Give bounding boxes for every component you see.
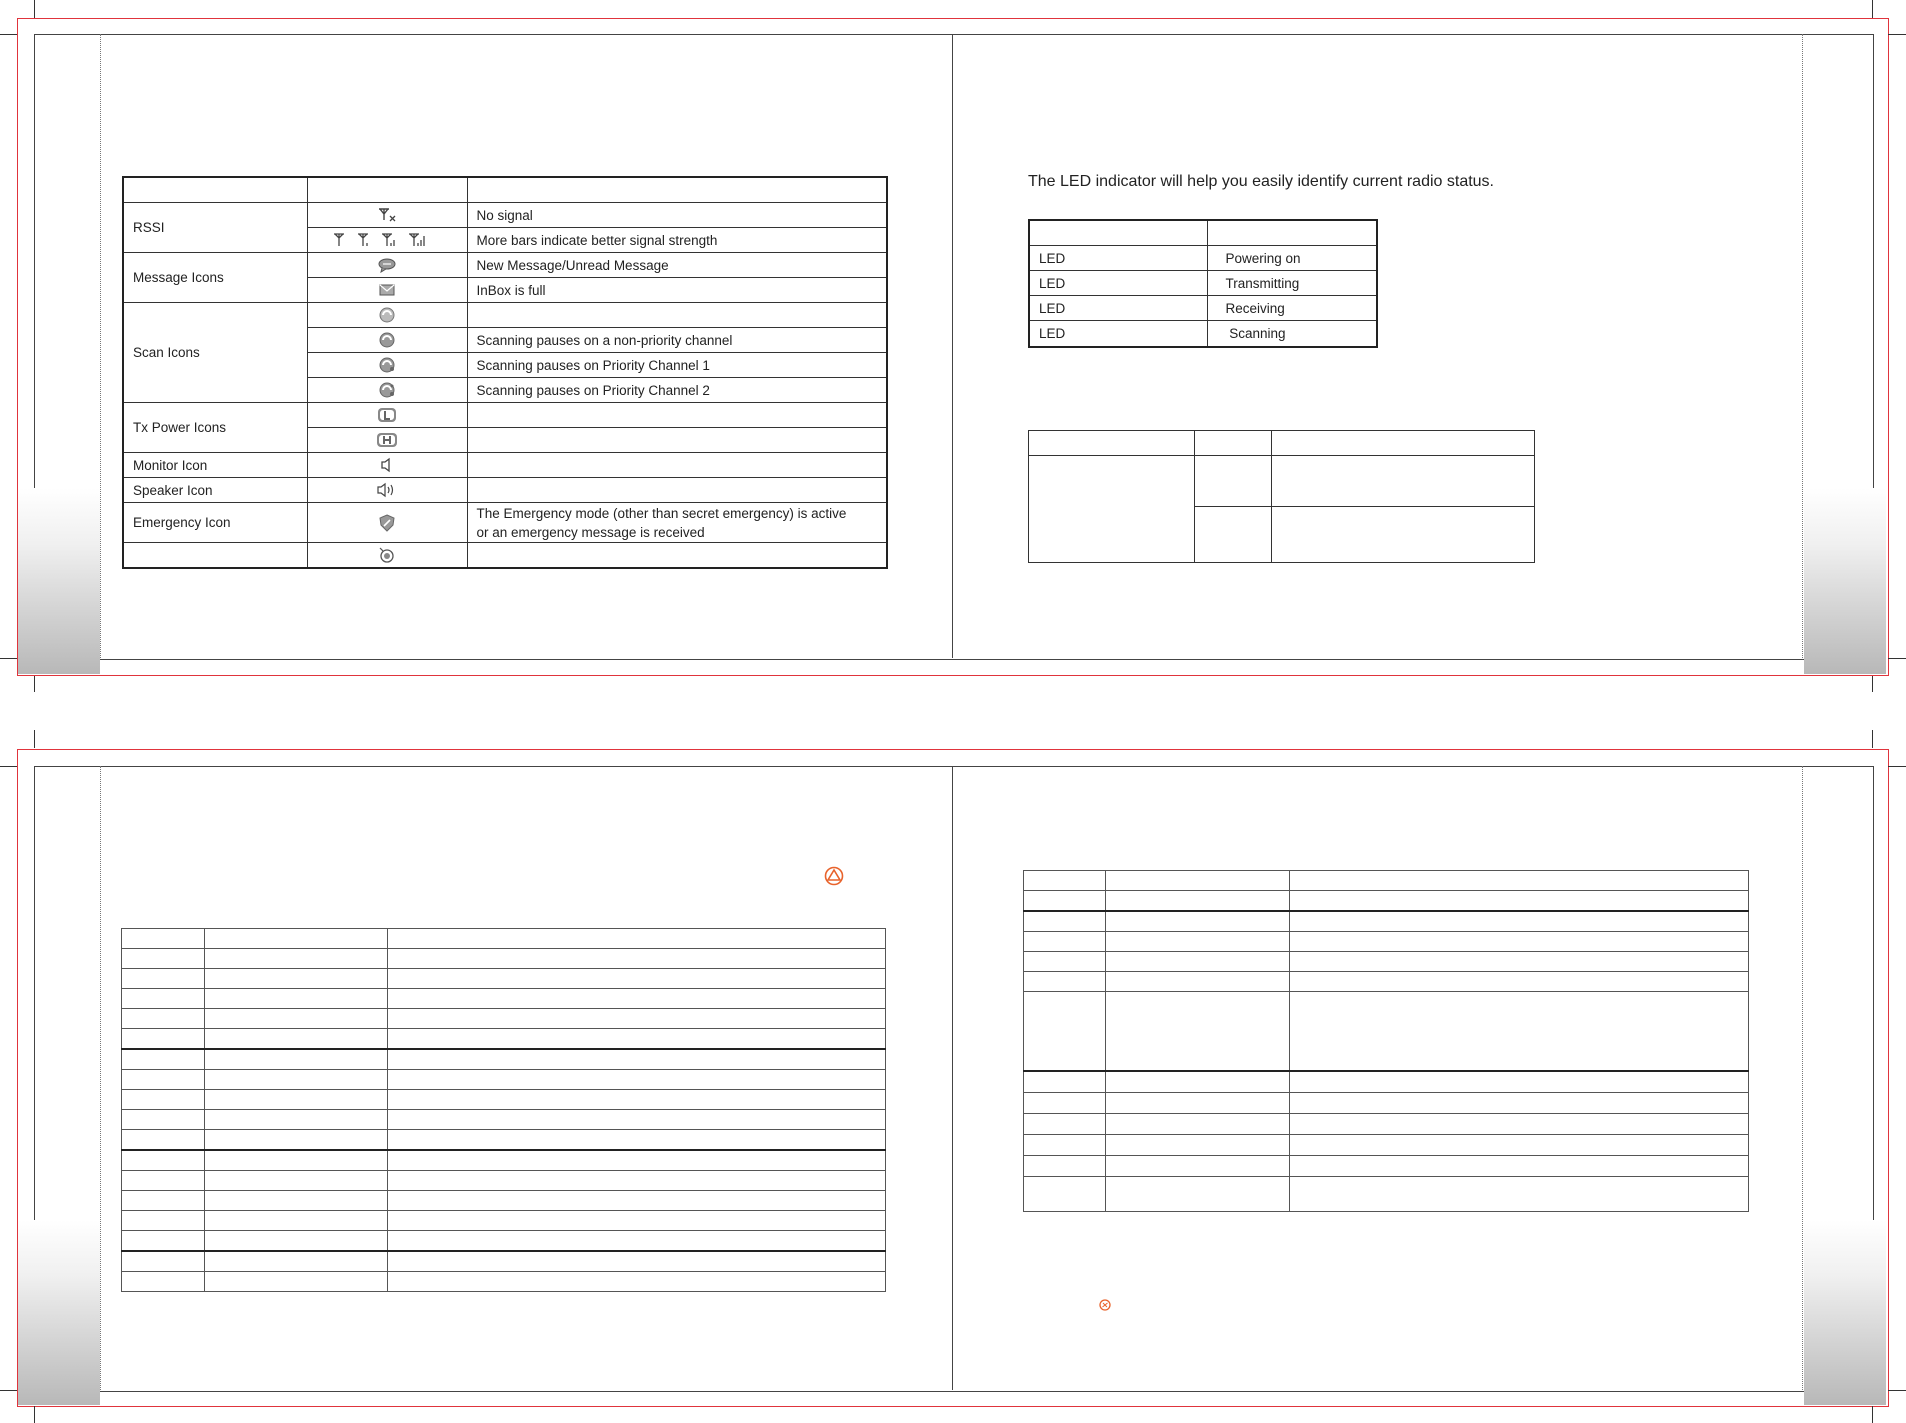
table-row <box>123 453 887 478</box>
table-row <box>123 203 887 228</box>
table-row <box>122 989 886 1009</box>
table-cell <box>122 1090 205 1110</box>
table-row <box>123 503 887 543</box>
inbox-full-icon <box>377 282 397 298</box>
table-cell <box>1290 992 1749 1072</box>
table-cell <box>205 989 388 1009</box>
monitor-icon <box>378 456 396 474</box>
crop-mark <box>1872 1406 1873 1423</box>
led-status-table <box>1028 219 1378 348</box>
table-cell <box>205 1009 388 1029</box>
table-row <box>1024 1135 1749 1156</box>
table-cell <box>1024 1135 1106 1156</box>
table-cell <box>1029 456 1195 563</box>
table-row <box>1024 1093 1749 1114</box>
table-cell <box>1290 1177 1749 1212</box>
led-indicator-cell: LED <box>1029 246 1207 271</box>
empty-table <box>1028 430 1535 563</box>
table-row <box>1024 1156 1749 1177</box>
category-cell: Tx Power Icons <box>123 403 307 453</box>
description-cell: Scanning pauses on Priority Channel 2 <box>467 378 887 403</box>
table-cell <box>122 1130 205 1151</box>
table-row <box>122 1130 886 1151</box>
table-row <box>122 949 886 969</box>
table-cell <box>1024 972 1106 992</box>
table-cell <box>388 1191 886 1211</box>
header-cell <box>1029 431 1195 456</box>
table-cell <box>1272 507 1535 563</box>
table-row <box>1029 321 1377 348</box>
icon-cell <box>307 328 467 353</box>
description-cell <box>467 303 887 328</box>
led-intro-text: The LED indicator will help you easily identify current radio status. <box>1028 173 1494 190</box>
description-cell <box>467 543 887 569</box>
table-row <box>122 1231 886 1252</box>
table-cell <box>205 1251 388 1272</box>
icon-cell <box>307 253 467 278</box>
edge-gradient <box>1804 1220 1886 1405</box>
table-cell <box>122 1110 205 1130</box>
category-cell: RSSI <box>123 203 307 253</box>
icon-cell <box>307 353 467 378</box>
description-cell: Scanning pauses on Priority Channel 1 <box>467 353 887 378</box>
table-row <box>1024 1114 1749 1135</box>
table-cell <box>1024 992 1106 1072</box>
crop-mark <box>0 658 17 659</box>
table-cell <box>205 1171 388 1191</box>
table-cell <box>388 1049 886 1070</box>
table-cell <box>1290 911 1749 932</box>
description-cell <box>467 428 887 453</box>
led-status-cell: Transmitting <box>1207 271 1377 296</box>
empty-grid-body <box>1024 871 1749 1212</box>
table-cell <box>122 929 205 949</box>
table-row <box>122 1049 886 1070</box>
icon-cell <box>307 478 467 503</box>
description-cell <box>467 503 887 543</box>
margin-guide <box>1802 34 1803 658</box>
margin-guide <box>100 34 101 658</box>
table-cell <box>388 1029 886 1050</box>
table-cell <box>1024 932 1106 952</box>
table-cell <box>1106 992 1290 1072</box>
table-cell <box>122 1272 205 1292</box>
scan-icon <box>377 306 397 324</box>
table-row <box>122 969 886 989</box>
table-cell <box>1290 1114 1749 1135</box>
crop-mark <box>1888 766 1906 767</box>
table-cell <box>205 949 388 969</box>
table-cell <box>205 1049 388 1070</box>
table-cell <box>388 1130 886 1151</box>
new-message-icon <box>377 257 397 273</box>
table-row <box>1024 871 1749 891</box>
table-cell <box>205 1029 388 1050</box>
icon-cell <box>307 543 467 569</box>
table-cell <box>1106 891 1290 912</box>
table-cell <box>205 1150 388 1171</box>
table-cell <box>1024 952 1106 972</box>
table-row <box>122 1029 886 1050</box>
header-cell <box>307 177 467 203</box>
table-cell <box>122 1049 205 1070</box>
description-cell: More bars indicate better signal strength <box>467 228 887 253</box>
icon-cell <box>307 453 467 478</box>
table-row <box>123 253 887 278</box>
category-cell: Emergency Icon <box>123 503 307 543</box>
table-cell <box>1290 1093 1749 1114</box>
table-cell <box>1272 456 1535 507</box>
description-line: or an emergency message is received <box>476 524 705 540</box>
description-cell: No signal <box>467 203 887 228</box>
led-status-cell: Powering on <box>1207 246 1377 271</box>
table-cell <box>388 1272 886 1292</box>
table-cell <box>122 1191 205 1211</box>
table-row <box>1029 246 1377 271</box>
crop-mark <box>1872 0 1873 18</box>
table-cell <box>1106 1156 1290 1177</box>
icon-cell <box>307 503 467 543</box>
table-row <box>122 1171 886 1191</box>
table-cell <box>1106 1114 1290 1135</box>
table-cell <box>122 1251 205 1272</box>
table-cell <box>1024 1177 1106 1212</box>
crop-mark <box>1888 658 1906 659</box>
table-cell <box>122 1150 205 1171</box>
category-cell: Speaker Icon <box>123 478 307 503</box>
table-cell <box>388 1090 886 1110</box>
crop-mark <box>34 1406 35 1423</box>
table-row <box>1029 456 1535 507</box>
table-cell <box>205 929 388 949</box>
description-cell: Scanning pauses on a non-priority channel <box>467 328 887 353</box>
table-cell <box>388 1211 886 1231</box>
led-indicator-cell: LED <box>1029 271 1207 296</box>
table-cell <box>1290 1135 1749 1156</box>
category-cell: Scan Icons <box>123 303 307 403</box>
crop-mark <box>0 766 17 767</box>
description-cell <box>467 478 887 503</box>
table-row <box>123 543 887 569</box>
table-cell <box>122 1070 205 1090</box>
icon-cell <box>307 378 467 403</box>
description-cell <box>467 453 887 478</box>
table-cell <box>1106 1135 1290 1156</box>
icon-cell <box>307 428 467 453</box>
table-cell <box>1290 972 1749 992</box>
table-cell <box>1024 1156 1106 1177</box>
header-cell <box>1195 431 1272 456</box>
warning-triangle-icon <box>824 866 844 886</box>
header-cell <box>1029 220 1207 246</box>
table-cell <box>122 1171 205 1191</box>
table-cell <box>1024 871 1106 891</box>
table-cell <box>1024 891 1106 912</box>
header-cell <box>467 177 887 203</box>
table-cell <box>388 1150 886 1171</box>
table-cell <box>122 1009 205 1029</box>
table-cell <box>122 949 205 969</box>
description-cell <box>467 403 887 428</box>
table-row <box>122 1272 886 1292</box>
table-row <box>1024 932 1749 952</box>
spine-top <box>952 34 953 658</box>
signal-bars-icon <box>332 232 442 248</box>
category-cell: Message Icons <box>123 253 307 303</box>
status-icon-table <box>122 176 888 569</box>
description-cell: InBox is full <box>467 278 887 303</box>
scan-priority2-icon <box>377 381 397 399</box>
table-cell <box>1106 932 1290 952</box>
table-cell <box>388 1251 886 1272</box>
table-row <box>122 1251 886 1272</box>
empty-grid-body <box>122 929 886 1292</box>
table-cell <box>388 949 886 969</box>
description-line: The Emergency mode (other than secret emergency) is active <box>476 505 847 521</box>
header-cell <box>1272 431 1535 456</box>
high-power-icon <box>375 432 399 448</box>
icon-cell <box>307 228 467 253</box>
scrambler-icon <box>377 546 397 564</box>
table-cell <box>1024 1114 1106 1135</box>
header-cell <box>1207 220 1377 246</box>
table-cell <box>1195 507 1272 563</box>
table-row <box>122 1211 886 1231</box>
edge-gradient <box>1804 488 1886 674</box>
table-row <box>1029 296 1377 321</box>
emergency-icon <box>378 514 396 532</box>
table-cell <box>1024 911 1106 932</box>
table-row <box>122 1191 886 1211</box>
edge-gradient <box>18 1220 100 1405</box>
table-row <box>123 403 887 428</box>
crop-mark <box>1888 1390 1906 1391</box>
table-row <box>1024 891 1749 912</box>
led-indicator-cell: LED <box>1029 296 1207 321</box>
table-row <box>122 929 886 949</box>
crop-mark <box>0 1390 17 1391</box>
table-cell <box>388 1009 886 1029</box>
table-cell <box>205 969 388 989</box>
table-cell <box>122 989 205 1009</box>
description-cell: New Message/Unread Message <box>467 253 887 278</box>
table-cell <box>122 969 205 989</box>
scan-non-priority-icon <box>377 331 397 349</box>
low-power-icon <box>376 407 398 423</box>
crop-mark <box>1888 34 1906 35</box>
table-header-row <box>1029 431 1535 456</box>
table-row <box>123 303 887 328</box>
header-cell <box>123 177 307 203</box>
icon-cell <box>307 278 467 303</box>
table-cell <box>205 1231 388 1252</box>
margin-guide <box>1802 766 1803 1390</box>
crop-mark <box>34 676 35 692</box>
table-cell <box>388 1110 886 1130</box>
table-cell <box>388 969 886 989</box>
crop-mark <box>34 0 35 18</box>
table-cell <box>1106 1071 1290 1093</box>
table-cell <box>388 1171 886 1191</box>
spine-bottom <box>952 766 953 1390</box>
table-cell <box>205 1090 388 1110</box>
table-row <box>122 1150 886 1171</box>
table-row <box>1024 952 1749 972</box>
empty-grid-table <box>121 928 886 1292</box>
table-row <box>122 1090 886 1110</box>
table-cell <box>388 1070 886 1090</box>
crop-mark <box>0 34 17 35</box>
edge-gradient <box>18 488 100 674</box>
icon-cell <box>307 203 467 228</box>
table-cell <box>388 929 886 949</box>
table-cell <box>1106 972 1290 992</box>
icon-cell <box>307 403 467 428</box>
table-row <box>1029 271 1377 296</box>
margin-guide <box>100 766 101 1390</box>
table-cell <box>1106 1093 1290 1114</box>
no-signal-icon <box>376 207 398 223</box>
table-cell <box>1290 871 1749 891</box>
category-cell <box>123 543 307 569</box>
table-cell <box>205 1130 388 1151</box>
speaker-icon <box>376 482 398 498</box>
crop-mark <box>1872 676 1873 692</box>
table-row <box>122 1110 886 1130</box>
table-cell <box>1106 1177 1290 1212</box>
table-cell <box>205 1211 388 1231</box>
led-indicator-cell: LED <box>1029 321 1207 348</box>
table-row <box>1024 992 1749 1072</box>
table-cell <box>1290 952 1749 972</box>
small-badge-icon <box>1099 1299 1111 1311</box>
table-cell <box>1195 456 1272 507</box>
table-cell <box>388 1231 886 1252</box>
table-cell <box>122 1211 205 1231</box>
table-cell <box>1290 891 1749 912</box>
crop-mark <box>34 730 35 748</box>
table-row <box>122 1070 886 1090</box>
table-cell <box>1106 871 1290 891</box>
table-cell <box>205 1110 388 1130</box>
table-cell <box>1024 1071 1106 1093</box>
crop-mark <box>1872 730 1873 748</box>
led-status-cell: Scanning <box>1207 321 1377 348</box>
table-cell <box>1290 1156 1749 1177</box>
category-cell: Monitor Icon <box>123 453 307 478</box>
empty-grid-table-right <box>1023 870 1749 1212</box>
table-cell <box>1024 1093 1106 1114</box>
table-cell <box>205 1191 388 1211</box>
table-row <box>1024 1177 1749 1212</box>
table-row <box>1024 972 1749 992</box>
table-row <box>1024 911 1749 932</box>
table-cell <box>205 1272 388 1292</box>
table-header-row <box>123 177 887 203</box>
table-cell <box>1106 911 1290 932</box>
table-cell <box>388 989 886 1009</box>
table-row <box>122 1009 886 1029</box>
table-row <box>123 478 887 503</box>
table-cell <box>122 1029 205 1050</box>
table-cell <box>1290 1071 1749 1093</box>
table-cell <box>122 1231 205 1252</box>
table-cell <box>1106 952 1290 972</box>
table-cell <box>205 1070 388 1090</box>
table-header-row <box>1029 220 1377 246</box>
table-cell <box>1290 932 1749 952</box>
table-row <box>1024 1071 1749 1093</box>
scan-priority1-icon <box>377 356 397 374</box>
icon-cell <box>307 303 467 328</box>
led-status-cell: Receiving <box>1207 296 1377 321</box>
